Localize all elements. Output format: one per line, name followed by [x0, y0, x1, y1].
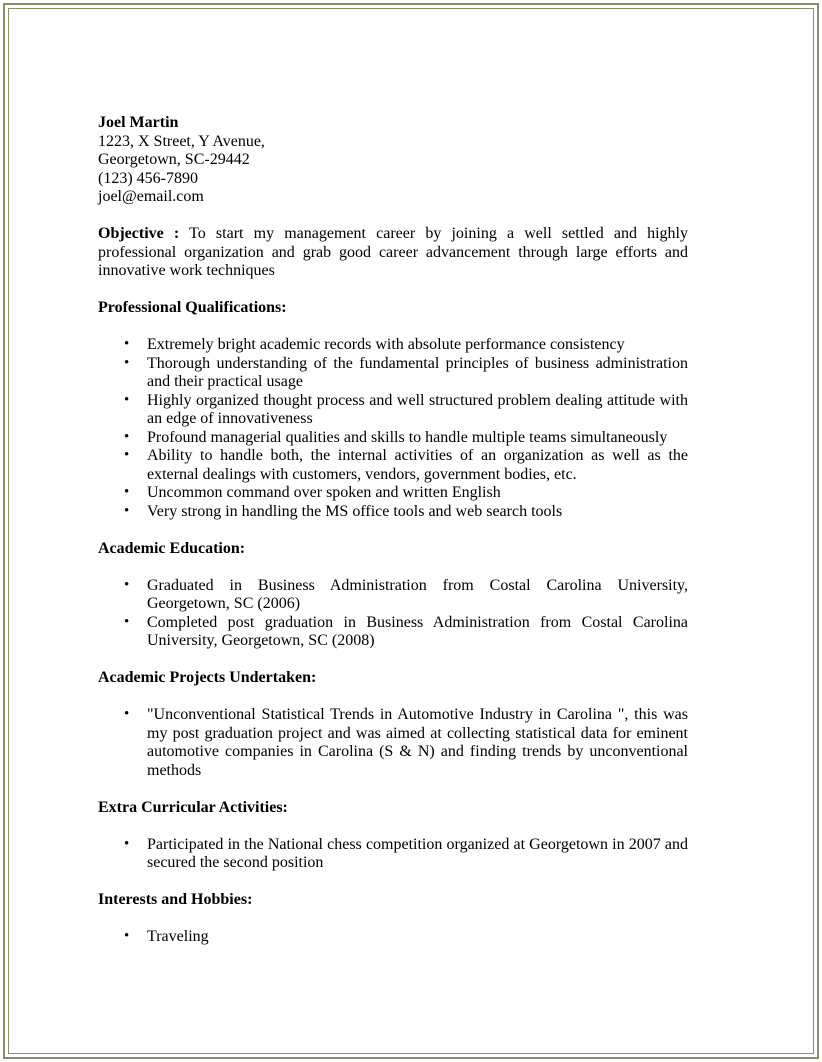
section-heading-extra-curricular: Extra Curricular Activities:	[98, 798, 288, 816]
bullet-icon: •	[124, 428, 130, 445]
bullet-text: Highly organized thought process and well structured problem dealing attitude with an edge of innovativeness	[147, 391, 688, 427]
bullet-text: Extremely bright academic records with absolute performance consistency	[147, 336, 625, 353]
bullet-text: Ability to handle both, the internal activities of an organization as well as the external dealings with customers, vendors, government bodies, etc.	[147, 447, 688, 483]
bullet-text: Very strong in handling the MS office tools and web search tools	[147, 502, 563, 520]
academic-education-list	[98, 577, 688, 651]
bullet-text: "Unconventional Statistical Trends in Automotive Industry in Carolina ", this was my post graduation project and was aimed at collecting statistical data for eminent automotive companies in Carolina (S & N) and finding trends by unconventional methods	[147, 706, 688, 779]
bullet-item	[98, 577, 688, 614]
contact-phone: (123) 456-7890	[98, 169, 198, 187]
bullet-item	[98, 484, 688, 503]
bullet-icon: •	[124, 484, 130, 500]
objective-text: To start my management career by joining a well settled and highly professional organization and grab good career advancement through large efforts and innovative work techniques	[98, 225, 688, 279]
bullet-text: Graduated in Business Administration from Costal Carolina University, Georgetown, SC (2006)	[147, 576, 688, 612]
bullet-item	[98, 503, 688, 522]
bullet-text: Profound managerial qualities and skills to handle multiple teams simultaneously	[147, 428, 668, 446]
bullet-icon: •	[124, 576, 130, 593]
contact-address-line1: 1223, X Street, Y Avenue,	[98, 132, 265, 150]
section-heading-academic-projects: Academic Projects Undertaken:	[98, 669, 317, 686]
contact-block	[98, 114, 688, 207]
bullet-item	[98, 355, 688, 392]
bullet-item	[98, 706, 688, 780]
contact-name: Joel Martin	[98, 114, 179, 131]
section-heading-academic-education: Academic Education:	[98, 539, 246, 557]
bullet-item	[98, 928, 688, 947]
bullet-item	[98, 447, 688, 484]
bullet-item	[98, 392, 688, 429]
bullet-text: Participated in the National chess competition organized at Georgetown in 2007 and secured the second position	[147, 835, 688, 871]
bullet-icon: •	[124, 447, 130, 463]
bullet-text: Completed post graduation in Business Administration from Costal Carolina University, Georgetown, SC (2008)	[147, 613, 688, 649]
bullet-text: Uncommon command over spoken and written English	[147, 484, 501, 501]
extra-curricular-list	[98, 836, 688, 873]
resume-content	[98, 114, 688, 947]
bullet-icon: •	[124, 835, 130, 852]
bullet-item	[98, 614, 688, 651]
bullet-icon: •	[124, 336, 130, 352]
contact-address-line2: Georgetown, SC-29442	[98, 151, 250, 168]
contact-email: joel@email.com	[98, 188, 204, 205]
professional-qualifications-list	[98, 336, 688, 521]
bullet-icon: •	[124, 391, 130, 408]
bullet-item	[98, 429, 688, 448]
objective-label: Objective :	[98, 225, 180, 242]
bullet-item	[98, 836, 688, 873]
bullet-icon: •	[124, 928, 130, 944]
objective-paragraph	[98, 225, 688, 281]
interests-hobbies-list	[98, 928, 688, 947]
bullet-icon: •	[124, 613, 130, 630]
bullet-item	[98, 336, 688, 355]
academic-projects-list	[98, 706, 688, 780]
bullet-text: Thorough understanding of the fundamental principles of business administration and their practical usage	[147, 354, 688, 390]
bullet-icon: •	[124, 354, 130, 371]
bullet-icon: •	[124, 706, 130, 722]
section-heading-interests-hobbies: Interests and Hobbies:	[98, 891, 253, 908]
bullet-text: Traveling	[147, 928, 209, 945]
section-heading-professional-qualifications: Professional Qualifications:	[98, 299, 287, 316]
bullet-icon: •	[124, 502, 130, 519]
